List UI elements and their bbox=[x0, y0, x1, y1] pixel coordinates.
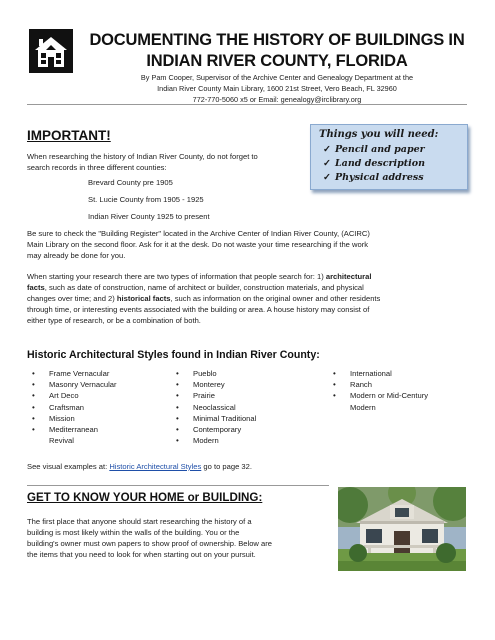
bold-term: historical facts bbox=[116, 294, 171, 303]
paragraph-line: Main Library on the second floor. Ask for it at the desk. Do not waste your time researching if the work bbox=[27, 240, 369, 249]
county-item: St. Lucie County from 1905 - 1925 bbox=[88, 195, 204, 204]
list-item: • Ranch bbox=[330, 379, 450, 390]
needed-item bbox=[323, 144, 425, 155]
byline-line-1: By Pam Cooper, Supervisor of the Archive Center and Genealogy Department at the bbox=[140, 73, 414, 82]
bold-term: facts bbox=[27, 283, 45, 292]
list-item: • Mediterranean Revival bbox=[29, 424, 121, 446]
paragraph-line: building is most likely within the walls of the building. You or the bbox=[27, 528, 240, 537]
title-line-2: INDIAN RIVER COUNTY, FLORIDA bbox=[146, 52, 408, 70]
text-run: changes over time; and 2) bbox=[27, 294, 117, 303]
checkmark-icon: ✓ bbox=[323, 172, 331, 183]
building-register-paragraph bbox=[27, 228, 370, 261]
checkmark-icon: ✓ bbox=[323, 158, 331, 169]
needed-item-label: Land description bbox=[335, 158, 426, 169]
visual-examples-line bbox=[27, 461, 252, 472]
important-heading: IMPORTANT! bbox=[27, 128, 111, 143]
county-item: Brevard County pre 1905 bbox=[88, 178, 173, 187]
list-item: • Art Deco bbox=[29, 390, 149, 401]
paragraph-line: either type of research, or be a combination of both. bbox=[27, 316, 201, 325]
paragraph-line: the items that you need to look for when starting out on your pursuit. bbox=[27, 550, 256, 559]
styles-list-col-2 bbox=[173, 368, 303, 446]
bold-term: architectural bbox=[325, 272, 372, 281]
text-run: go to page 32. bbox=[201, 462, 252, 471]
styles-list-col-1 bbox=[29, 368, 149, 446]
list-item: • Modern bbox=[173, 435, 303, 446]
needed-item bbox=[323, 158, 425, 169]
intro-line: When researching the history of Indian River County, do not forget to bbox=[27, 152, 258, 161]
historic-styles-link[interactable]: Historic Architectural Styles bbox=[109, 462, 202, 471]
list-item: • Minimal Traditional bbox=[173, 413, 303, 424]
paragraph-line bbox=[27, 271, 380, 282]
things-needed-box bbox=[310, 124, 468, 190]
header-divider bbox=[27, 104, 467, 105]
house-logo-icon bbox=[29, 29, 73, 73]
checkmark-icon: ✓ bbox=[323, 144, 331, 155]
list-item: • Pueblo bbox=[173, 368, 303, 379]
text-run: , such as date of construction, name of architect or builder, construction materials, and physical bbox=[44, 283, 364, 292]
paragraph-line bbox=[27, 282, 380, 293]
list-item: • Prairie bbox=[173, 390, 303, 401]
needed-item-label: Physical address bbox=[335, 172, 424, 183]
know-your-building-heading: GET TO KNOW YOUR HOME or BUILDING: bbox=[27, 491, 263, 504]
paragraph-line: may already be done for you. bbox=[27, 251, 126, 260]
important-intro bbox=[27, 151, 258, 173]
author-byline bbox=[80, 72, 474, 105]
list-item: • Contemporary bbox=[173, 424, 303, 435]
needed-item-label: Pencil and paper bbox=[335, 144, 425, 155]
intro-line: search records in three different counties: bbox=[27, 163, 167, 172]
list-item: • Frame Vernacular bbox=[29, 368, 149, 379]
paragraph-line: through time, or interesting events associated with the building or area. A house history may consist of bbox=[27, 305, 370, 314]
list-item: • Modern or Mid-Century Modern bbox=[330, 390, 438, 412]
list-item: • International bbox=[330, 368, 450, 379]
paragraph-line bbox=[27, 293, 380, 304]
text-run: When starting your research there are two types of information that people search for: 1) bbox=[27, 272, 326, 281]
text-run: See visual examples at: bbox=[27, 462, 110, 471]
list-item: • Masonry Vernacular bbox=[29, 379, 149, 390]
paragraph-line: Be sure to check the "Building Register" located in the Archive Center of Indian River County, (ACIRC) bbox=[27, 229, 370, 238]
title-line-1: DOCUMENTING THE HISTORY OF BUILDINGS IN bbox=[89, 31, 465, 49]
list-item: • Craftsman bbox=[29, 402, 149, 413]
things-needed-title: Things you will need: bbox=[319, 129, 439, 140]
research-types-paragraph bbox=[27, 271, 380, 326]
section-divider bbox=[27, 485, 329, 486]
page-title bbox=[82, 30, 472, 72]
county-item: Indian River County 1925 to present bbox=[88, 212, 210, 221]
paragraph-line: building's owner must own papers to show proof of ownership. Below are bbox=[27, 539, 273, 548]
list-item: • Neoclassical bbox=[173, 402, 303, 413]
house-photo bbox=[338, 487, 466, 571]
needed-item bbox=[323, 172, 424, 183]
styles-list-col-3 bbox=[330, 368, 450, 413]
list-item: • Monterey bbox=[173, 379, 303, 390]
byline-line-2: Indian River County Main Library, 1600 21st Street, Vero Beach, FL 32960 bbox=[157, 84, 397, 93]
styles-heading: Historic Architectural Styles found in Indian River County: bbox=[27, 349, 320, 361]
list-item: • Mission bbox=[29, 413, 149, 424]
paragraph-line: The first place that anyone should start researching the history of a bbox=[27, 517, 252, 526]
byline-line-3: 772-770-5060 x5 or Email: genealogy@irclibrary.org bbox=[192, 95, 362, 104]
know-your-building-paragraph bbox=[27, 516, 272, 560]
text-run: , such as information on the original owner and other residents bbox=[170, 294, 381, 303]
